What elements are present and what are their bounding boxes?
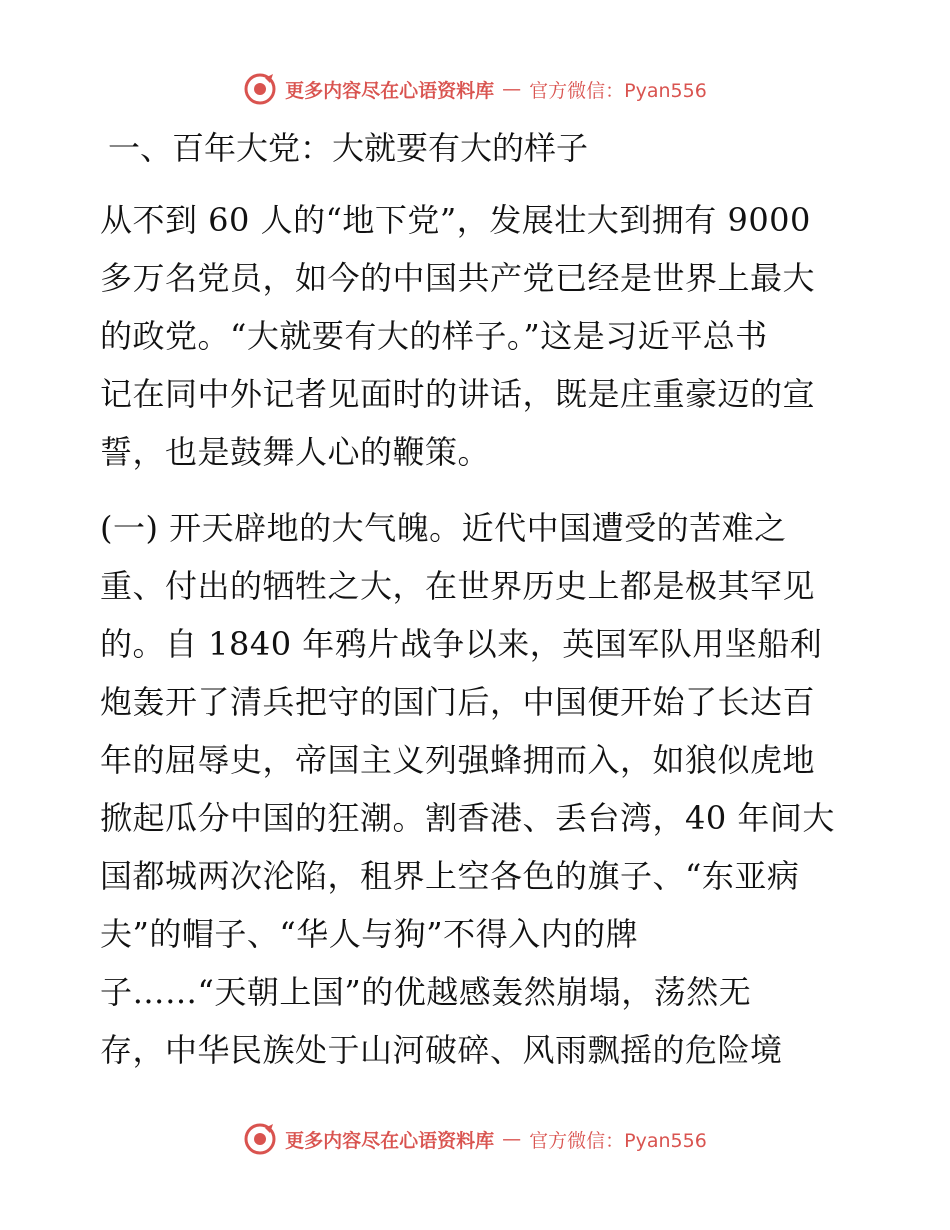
paragraph-line: (一) 开天辟地的大气魄。近代中国遭受的苦难之 — [100, 509, 787, 547]
paragraph-line: 掀起瓜分中国的狂潮。割香港、丢台湾，40 年间大 — [100, 799, 835, 837]
paragraph-line: 的政党。“大就要有大的样子。”这是习近平总书 — [100, 317, 768, 355]
watermark-banner-bottom — [0, 1122, 950, 1156]
paragraph-line: 从不到 60 人的“地下党”，发展壮大到拥有 9000 — [100, 201, 811, 239]
brand-logo-icon — [243, 72, 277, 106]
watermark-official: 官方微信：Pyan556 — [529, 79, 707, 102]
watermark-separator: — — [502, 78, 522, 100]
paragraph-line: 重、付出的牺牲之大，在世界历史上都是极其罕见 — [100, 567, 816, 605]
paragraph-line: 年的屈辱史，帝国主义列强蜂拥而入，如狼似虎地 — [100, 741, 816, 779]
watermark-brand: 更多内容尽在心语资料库 — [285, 1129, 495, 1152]
paragraph-line: 誓，也是鼓舞人心的鞭策。 — [100, 433, 491, 471]
section-heading: 一、百年大党：大就要有大的样子 — [108, 129, 589, 167]
watermark-banner-top — [0, 72, 950, 106]
watermark-separator: — — [502, 1128, 522, 1150]
brand-logo-icon — [243, 1122, 277, 1156]
watermark-official: 官方微信：Pyan556 — [529, 1129, 707, 1152]
paragraph-line: 夫”的帽子、“华人与狗”不得入内的牌 — [100, 915, 639, 953]
paragraph-line: 国都城两次沦陷，租界上空各色的旗子、“东亚病 — [100, 857, 800, 895]
paragraph-line: 存，中华民族处于山河破碎、风雨飘摇的危险境 — [100, 1031, 783, 1069]
paragraph-line: 的。自 1840 年鸦片战争以来，英国军队用坚船利 — [100, 625, 823, 663]
paragraph-line: 子……“天朝上国”的优越感轰然崩塌，荡然无 — [100, 973, 752, 1011]
paragraph-line: 多万名党员，如今的中国共产党已经是世界上最大 — [100, 259, 816, 297]
watermark-brand: 更多内容尽在心语资料库 — [285, 79, 495, 102]
paragraph-line: 炮轰开了清兵把守的国门后，中国便开始了长达百 — [100, 683, 816, 721]
paragraph-line: 记在同中外记者见面时的讲话，既是庄重豪迈的宣 — [100, 375, 816, 413]
